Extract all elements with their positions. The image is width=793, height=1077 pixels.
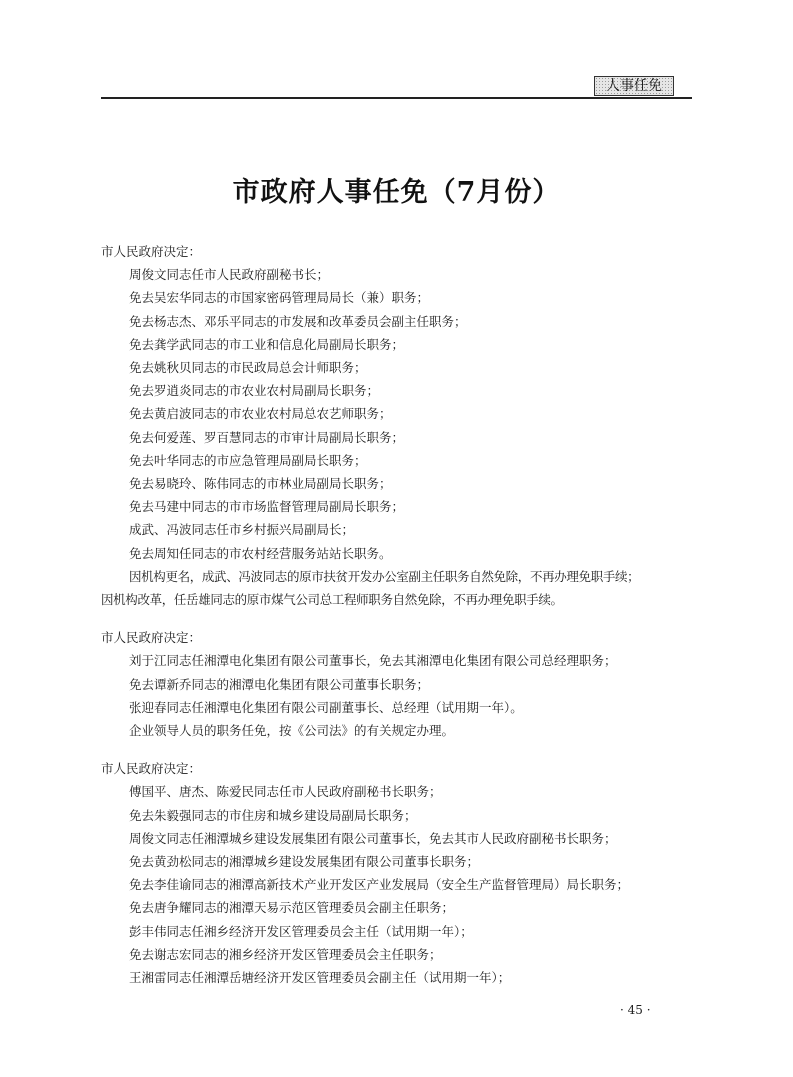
appointment-line: 免去姚秋贝同志的市民政局总会计师职务； [129,360,367,376]
block-intro: 市人民政府决定： [101,761,202,777]
appointment-line: 免去唐争耀同志的湘潭天易示范区管理委员会副主任职务； [129,900,455,916]
appointment-line: 企业领导人员的职务任免，按《公司法》的有关规定办理。 [129,723,455,739]
appointment-line: 免去吴宏华同志的市国家密码管理局局长（兼）职务； [129,290,430,306]
appointment-line: 免去朱毅强同志的市住房和城乡建设局副局长职务； [129,807,417,823]
appointment-line: 免去易晓玲、陈伟同志的市林业局副局长职务； [129,476,392,492]
appointment-line: 周俊文同志任湘潭城乡建设发展集团有限公司董事长，免去其市人民政府副秘书长职务； [129,830,617,846]
document-body [101,240,693,989]
appointment-line: 免去谭新乔同志的湘潭电化集团有限公司董事长职务； [129,676,430,692]
decision-block-2 [101,626,693,742]
appointment-line: 王湘雷同志任湘潭岳塘经济开发区管理委员会副主任（试用期一年）； [129,970,511,986]
page-title: 市政府人事任免（7月份） [232,177,561,208]
section-tag: 人事任免 [594,76,674,96]
appointment-line: 免去黄劲松同志的湘潭城乡建设发展集团有限公司董事长职务； [129,854,480,870]
appointment-line: 免去罗逍炎同志的市农业农村局副局长职务； [129,383,380,399]
decision-block-1 [101,240,693,611]
appointment-line: 成武、冯波同志任市乡村振兴局副局长； [129,522,355,538]
appointment-line: 傅国平、唐杰、陈爱民同志任市人民政府副秘书长职务； [129,784,442,800]
appointment-line: 张迎春同志任湘潭电化集团有限公司副董事长、总经理（试用期一年）。 [129,699,523,715]
appointment-line: 免去何爱莲、罗百慧同志的市审计局副局长职务； [129,429,405,445]
block-intro: 市人民政府决定： [101,244,202,259]
appointment-line: 免去黄启波同志的市农业农村局总农艺师职务； [129,406,392,422]
page-number: · 45 · [620,1003,651,1017]
appointment-line: 免去龚学武同志的市工业和信息化局副局长职务； [129,336,405,352]
decision-block-3 [101,757,693,989]
appointment-line: 免去杨志杰、邓乐平同志的市发展和改革委员会副主任职务； [129,313,467,329]
appointment-line-continuation: 因机构改革，任岳雄同志的原市煤气公司总工程师职务自然免除，不再办理免职手续。 [101,592,563,608]
appointment-line: 周俊文同志任市人民政府副秘书长； [129,267,330,283]
header-rule [101,97,692,99]
appointment-line: 免去周知任同志的市农村经营服务站站长职务。 [129,545,392,561]
appointment-line: 刘于江同志任湘潭电化集团有限公司董事长，免去其湘潭电化集团有限公司总经理职务； [129,653,617,669]
appointment-line: 免去谢志宏同志的湘乡经济开发区管理委员会主任职务； [129,946,442,962]
appointment-line: 因机构更名，成武、冯波同志的原市扶贫开发办公室副主任职务自然免除，不再办理免职手续； [129,568,640,584]
appointment-line: 免去马建中同志的市市场监督管理局副局长职务； [129,499,405,515]
appointment-line: 免去叶华同志的市应急管理局副局长职务； [129,452,367,468]
block-intro: 市人民政府决定： [101,630,202,646]
appointment-line: 彭丰伟同志任湘乡经济开发区管理委员会主任（试用期一年）； [129,923,473,939]
appointment-line: 免去李佳谕同志的湘潭高新技术产业开发区产业发展局（安全生产监督管理局）局长职务； [129,877,630,893]
